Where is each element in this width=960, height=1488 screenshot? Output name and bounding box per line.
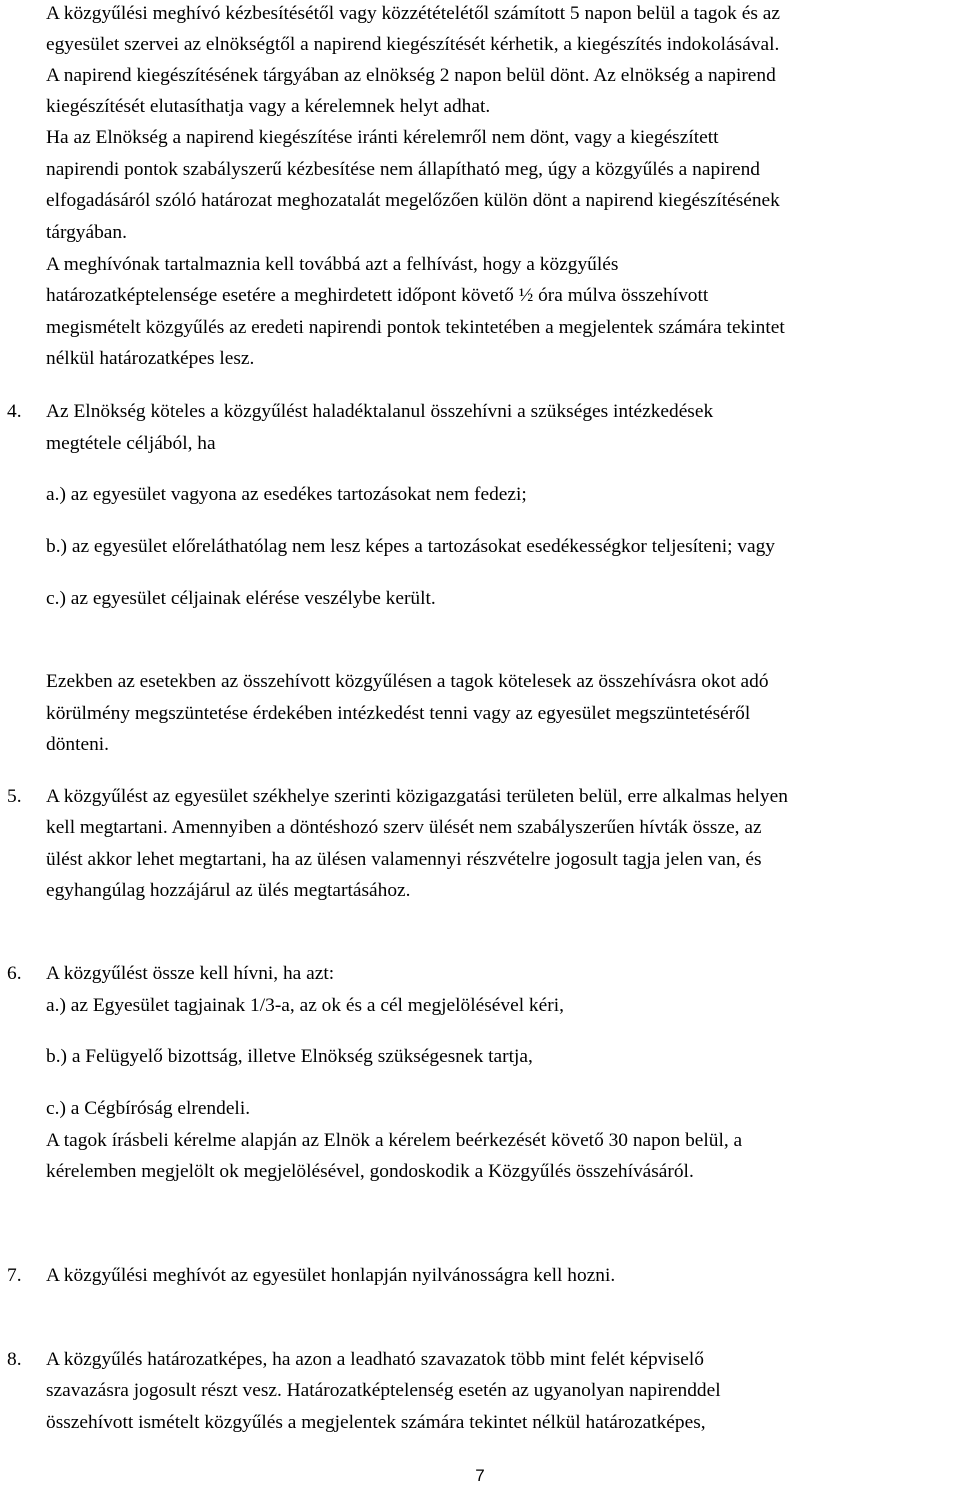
section-number: 8.: [7, 1349, 22, 1370]
section-number: 7.: [7, 1265, 22, 1286]
intro-line: napirendi pontok szabályszerű kézbesítése nem állapítható meg, úgy a közgyűlés a napirend: [46, 159, 760, 180]
section6-heading: A közgyűlést össze kell hívni, ha azt:: [46, 963, 335, 984]
section5-line: A közgyűlést az egyesület székhelye szerinti közigazgatási területen belül, erre alkalmas helyen: [46, 786, 788, 807]
section6-after-line: A tagok írásbeli kérelme alapján az Elnök a kérelem beérkezését követő 30 napon belül, a: [46, 1130, 743, 1151]
intro-line: kiegészítését elutasíthatja vagy a kérelemnek helyt adhat.: [46, 96, 491, 117]
section4-list-item: a.) az egyesület vagyona az esedékes tartozásokat nem fedezi;: [46, 484, 527, 505]
section-number: 4.: [7, 401, 22, 422]
section6-list-item: b.) a Felügyelő bizottság, illetve Elnökség szükségesnek tartja,: [46, 1046, 533, 1067]
section8-line: A közgyűlés határozatképes, ha azon a leadható szavazatok több mint felét képviselő: [46, 1349, 704, 1370]
section4-line: Az Elnökség köteles a közgyűlést haladéktalanul összehívni a szükséges intézkedések: [46, 401, 714, 422]
section6-list-item: a.) az Egyesület tagjainak 1/3-a, az ok és a cél megjelölésével kéri,: [46, 995, 564, 1016]
intro-line: tárgyában.: [46, 222, 127, 243]
section-number: 5.: [7, 786, 22, 807]
section-number: 6.: [7, 963, 22, 984]
section4-list-item: c.) az egyesület céljainak elérése veszélybe került.: [46, 588, 436, 609]
intro-line: határozatképtelensége esetére a meghirdetett időpont követő ½ óra múlva összehívott: [46, 285, 709, 306]
section4-after-line: dönteni.: [46, 734, 110, 755]
intro-line: A napirend kiegészítésének tárgyában az elnökség 2 napon belül dönt. Az elnökség a napirend: [46, 65, 776, 86]
section6-after-line: kérelemben megjelölt ok megjelölésével, gondoskodik a Közgyűlés összehívásáról.: [46, 1161, 694, 1182]
section5-line: ülést akkor lehet megtartani, ha az ülésen valamennyi részvételre jogosult tagja jelen van, és: [46, 849, 762, 870]
intro-line: Ha az Elnökség a napirend kiegészítése iránti kérelemről nem dönt, vagy a kiegészített: [46, 127, 719, 148]
section5-line: kell megtartani. Amennyiben a döntéshozó szerv ülését nem szabályszerűen hívták össze, az: [46, 817, 762, 838]
intro-line: elfogadásáról szóló határozat meghozatalát megelőzően külön dönt a napirend kiegészítésének: [46, 190, 780, 211]
section4-after-line: körülmény megszüntetése érdekében intézkedést tenni vagy az egyesület megszüntetéséről: [46, 703, 751, 724]
page-number: 7: [475, 1466, 485, 1485]
section4-list-item: b.) az egyesület előreláthatólag nem lesz képes a tartozásokat esedékességkor teljesíteni; vagy: [46, 536, 776, 557]
section8-line: szavazásra jogosult részt vesz. Határozatképtelenség esetén az ugyanolyan napirenddel: [46, 1380, 721, 1401]
section7-line: A közgyűlési meghívót az egyesület honlapján nyilvánosságra kell hozni.: [46, 1265, 616, 1286]
intro-line: nélkül határozatképes lesz.: [46, 348, 255, 369]
intro-line: megismételt közgyűlés az eredeti napirendi pontok tekintetében a megjelentek számára tekintet: [46, 317, 785, 338]
intro-line: A közgyűlési meghívó kézbesítésétől vagy közzétételétől számított 5 napon belül a tagok és az: [46, 3, 780, 24]
intro-line: A meghívónak tartalmaznia kell továbbá azt a felhívást, hogy a közgyűlés: [46, 254, 619, 275]
section4-line: megtétele céljából, ha: [46, 433, 216, 454]
section5-line: egyhangúlag hozzájárul az ülés megtartásához.: [46, 880, 411, 901]
section6-list-item: c.) a Cégbíróság elrendeli.: [46, 1098, 251, 1119]
section4-after-line: Ezekben az esetekben az összehívott közgyűlésen a tagok kötelesek az összehívásra okot adó: [46, 671, 769, 692]
intro-line: egyesület szervei az elnökségtől a napirend kiegészítését kérhetik, a kiegészítés indokolásával.: [46, 34, 780, 55]
section8-line: összehívott ismételt közgyűlés a megjelentek számára tekintet nélkül határozatképes,: [46, 1412, 706, 1433]
